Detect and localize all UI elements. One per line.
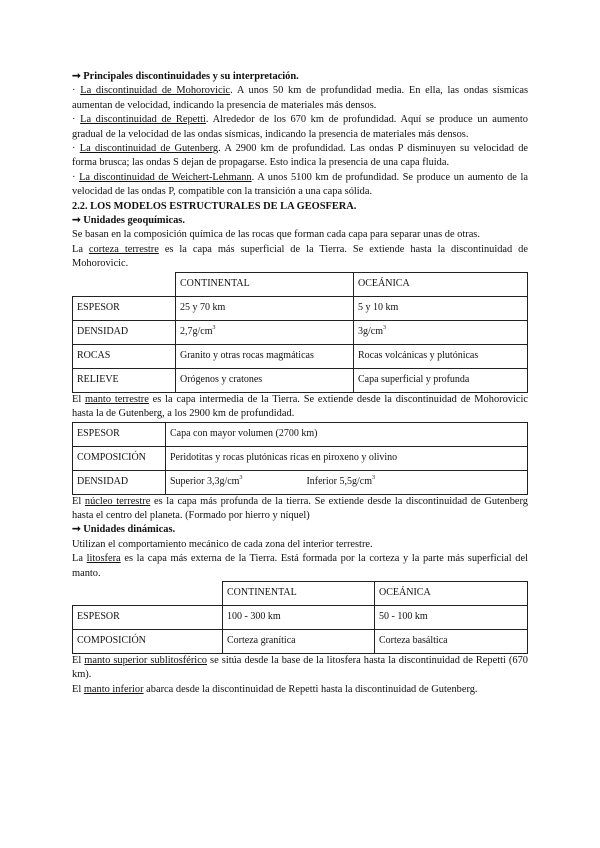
table-cell: 100 - 300 km: [223, 605, 375, 629]
row-label-composicion: COMPOSICIÓN: [73, 446, 166, 470]
paragraph-manto-inferior: [72, 683, 528, 697]
superscript: 3: [371, 474, 375, 481]
text: es la capa más superficial de la Tierra. Se extiende hasta la discontinuidad de Mohorovicic.: [72, 243, 528, 270]
table-cell: 5 y 10 km: [354, 296, 528, 320]
table-cell: Peridotitas y rocas plutónicas ricas en piroxeno y olivino: [166, 446, 528, 470]
row-label-composicion: COMPOSICIÓN: [73, 629, 223, 653]
paragraph-gutenberg: [72, 142, 528, 171]
heading-principales-discontinuidades: ➞ Principales discontinuidades y su interpretación.: [72, 71, 299, 82]
row-label-relieve: RELIEVE: [73, 368, 176, 392]
table-empty-cell: [73, 272, 176, 296]
superscript: 3: [212, 324, 216, 331]
term-nucleo: núcleo terrestre: [84, 495, 151, 507]
table-cell: Granito y otras rocas magmáticas: [176, 344, 354, 368]
text: es la capa intermedia de la Tierra. Se extiende desde la discontinuidad de Mohorovicic hasta la de Gutenberg, a los 2900 km de profundidad.: [72, 393, 528, 420]
paragraph-manto: [72, 393, 528, 422]
bullet: ·: [72, 143, 80, 155]
text: La: [72, 243, 89, 255]
table-header-continental: CONTINENTAL: [223, 581, 375, 605]
heading-modelos-estructurales: 2.2. LOS MODELOS ESTRUCTURALES DE LA GEOSFERA.: [72, 200, 357, 212]
term-manto-inferior: manto inferior: [83, 683, 144, 695]
term-manto-superior: manto superior sublitosférico: [84, 654, 207, 666]
text: El: [72, 393, 86, 405]
table-corteza: [72, 272, 528, 393]
paragraph-manto-superior: [72, 654, 528, 683]
paragraph-nucleo: [72, 495, 528, 524]
table-cell: [176, 320, 354, 344]
row-label-densidad: DENSIDAD: [73, 320, 176, 344]
paragraph-geoquimicas-intro: Se basan en la composición química de las rocas que forman cada capa para separar unas de otras.: [72, 229, 480, 241]
term-repetti: La discontinuidad de Repetti: [80, 114, 206, 126]
superscript: 3: [239, 474, 243, 481]
text: El: [72, 495, 85, 507]
term-litosfera: litosfera: [86, 553, 121, 565]
text-gutenberg: . A 2900 km de profundidad. Las ondas P disminuyen su velocidad de forma brusca; las ondas S dejan de propagarse. Esto indica la presencia de una capa fluida.: [72, 143, 529, 169]
paragraph-weichert-lehmann: [72, 171, 528, 200]
text: El: [72, 654, 85, 666]
table-header-continental: CONTINENTAL: [176, 272, 354, 296]
term-corteza: corteza terrestre: [88, 243, 159, 255]
bullet: ·: [72, 114, 81, 126]
text-repetti: . Alrededor de los 670 km de profundidad. Aquí se produce un aumento gradual de la velocidad de las ondas sísmicas, indicando la presencia de materiales más densos.: [72, 114, 528, 140]
term-gutenberg: La discontinuidad de Gutenberg: [79, 143, 219, 155]
heading-unidades-dinamicas: ➞ Unidades dinámicas.: [72, 524, 176, 536]
paragraph-mohorovicic: [72, 84, 528, 113]
term-manto: manto terrestre: [85, 393, 149, 405]
table-header-oceanica: OCEÁNICA: [375, 581, 528, 605]
table-cell: [166, 470, 528, 494]
table-cell: Corteza basáltica: [375, 629, 528, 653]
term-weichert-lehmann: La discontinuidad de Weichert-Lehmann: [79, 171, 252, 183]
table-manto: [72, 422, 528, 495]
text: El: [72, 683, 84, 695]
table-cell: Rocas volcánicas y plutónicas: [354, 344, 528, 368]
row-label-espesor: ESPESOR: [73, 422, 166, 446]
table-empty-cell: [73, 581, 223, 605]
value: 2,7g/cm: [180, 325, 213, 337]
text: se sitúa desde la base de la litosfera hasta la discontinuidad de Repetti (670 km).: [72, 654, 528, 681]
table-cell: [354, 320, 528, 344]
bullet: ·: [72, 85, 81, 97]
table-header-oceanica: OCEÁNICA: [354, 272, 528, 296]
paragraph-litosfera: [72, 552, 528, 581]
text: es la capa más profunda de la tierra. Se extiende desde la discontinuidad de Gutenberg hasta el centro del planeta. (Formado por hierro y níquel): [72, 495, 528, 521]
text-mohorovicic: . A unos 50 km de profundidad media. En ella, las ondas sísmicas aumentan de velocidad, indicando la presencia de materiales más densos.: [72, 85, 529, 111]
value-inferior: Inferior 5,5g/cm: [306, 475, 372, 487]
table-cell: Orógenos y cratones: [176, 368, 354, 392]
table-cell: 25 y 70 km: [176, 296, 354, 320]
paragraph-dinamicas-intro: Utilizan el comportamiento mecánico de cada zona del interior terrestre.: [72, 538, 373, 550]
superscript: 3: [383, 324, 386, 331]
paragraph-corteza: [72, 243, 528, 272]
text: es la capa más externa de la Tierra. Está formada por la corteza y la parte más superficial del manto.: [72, 553, 528, 579]
value: 3g/cm: [358, 325, 383, 337]
row-label-espesor: ESPESOR: [73, 296, 176, 320]
table-cell: Capa superficial y profunda: [354, 368, 528, 392]
heading-unidades-geoquimicas: ➞ Unidades geoquímicas.: [72, 215, 185, 227]
table-cell: Corteza granítica: [223, 629, 375, 653]
text: abarca desde la discontinuidad de Repetti hasta la discontinuidad de Gutenberg.: [143, 683, 478, 695]
bullet: ·: [72, 171, 80, 183]
term-mohorovicic: La discontinuidad de Mohorovicic: [80, 85, 231, 97]
row-label-densidad: DENSIDAD: [73, 470, 166, 494]
table-cell: Capa con mayor volumen (2700 km): [166, 422, 528, 446]
row-label-rocas: ROCAS: [73, 344, 176, 368]
text-weichert-lehmann: . A unos 5100 km de profundidad. Se produce un aumento de la velocidad de las ondas P, compatible con la transición a una capa sólida.: [72, 171, 529, 198]
document-page: [72, 70, 528, 697]
value-superior: Superior 3,3g/cm: [170, 475, 240, 487]
row-label-espesor: ESPESOR: [73, 605, 223, 629]
text: La: [72, 553, 87, 565]
table-cell: 50 - 100 km: [375, 605, 528, 629]
table-litosfera: [72, 581, 528, 654]
paragraph-repetti: [72, 113, 528, 142]
